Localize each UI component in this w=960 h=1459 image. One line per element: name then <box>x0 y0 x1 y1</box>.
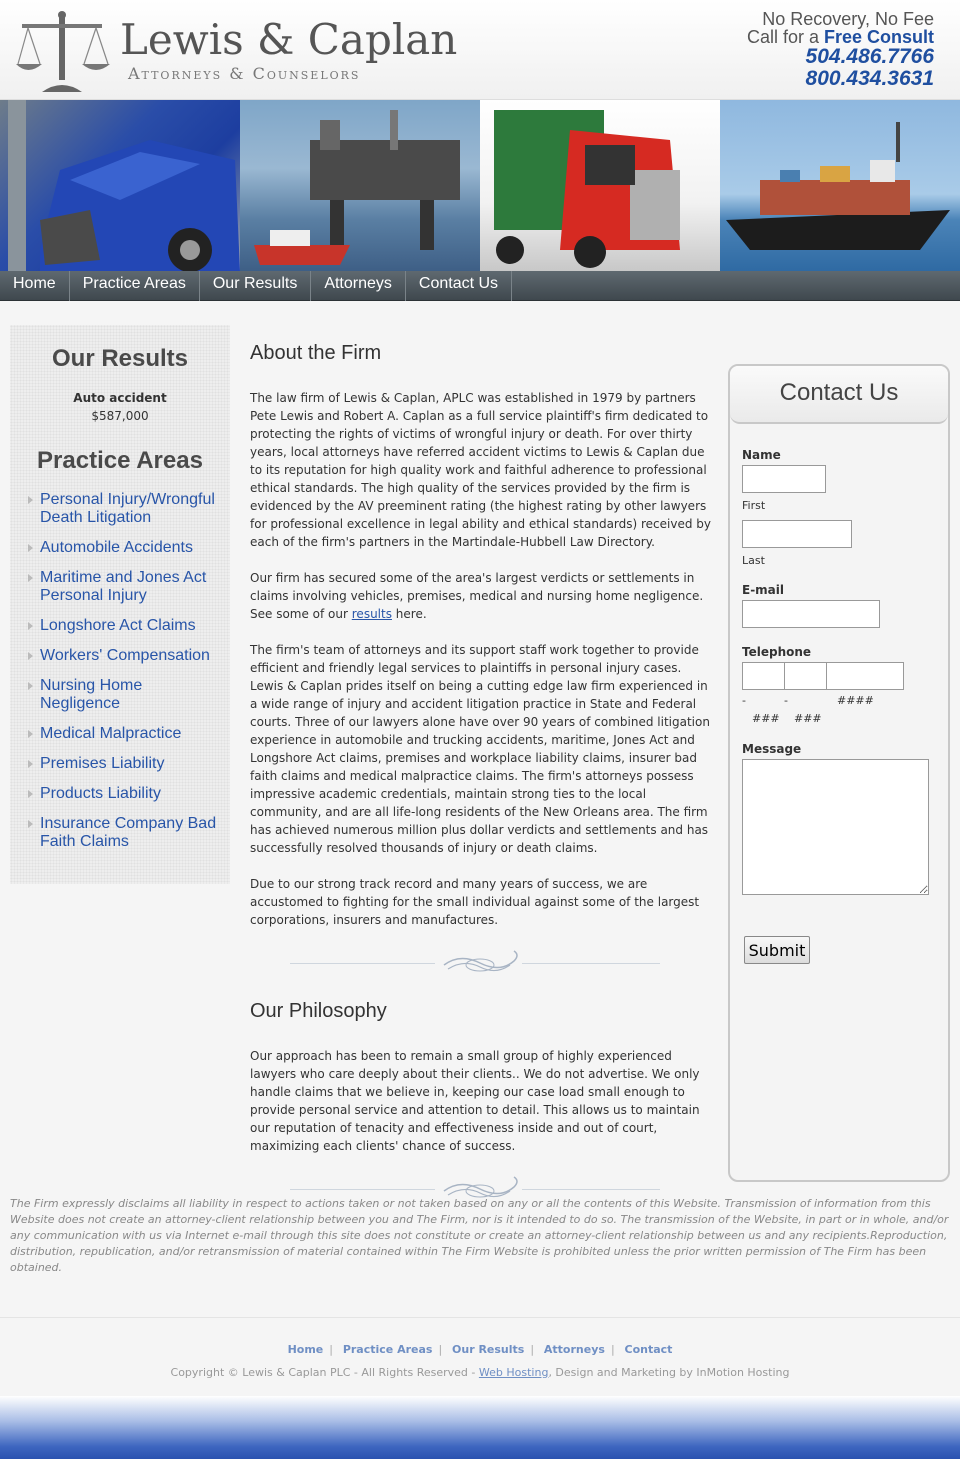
tagline-consult <box>747 28 934 46</box>
ship-icon <box>720 100 960 271</box>
list-item <box>26 725 226 743</box>
copyright <box>0 1366 960 1379</box>
main-nav <box>0 271 960 301</box>
about-paragraph-3: The firm's team of attorneys and its support staff work together to provide efficient and friendly legal services to plaintiffs in personal injury cases. Lewis & Caplan prides itself on being a cutting edge law firm experienced in a wide range of injury and accident litigation practice in State and Federal courts. Three of our lawyers alone have over 90 years of combined litigation experience in automobile and trucking accidents, maritime, Jones Act and Longshore Act claims, premises and workplace liability claims, insurer bad faith claims and medical malpractice claims. The firm's attorneys possess impressive academic credentials, maintain strong ties to the local community, and are all life-long residents of the New Orleans area. The firm has achieved numerous million plus dollar verdicts and settlements and has successfully resolved thousands of injury or death claims. <box>250 643 710 855</box>
message-textarea[interactable] <box>742 759 929 895</box>
phone-line-input[interactable] <box>826 662 904 690</box>
list-item <box>26 569 226 605</box>
triangle-right-icon <box>28 544 33 552</box>
phone-line-hint: #### <box>837 694 874 707</box>
banner-truck-image <box>480 100 720 271</box>
phone-tollfree[interactable]: 800.434.3631 <box>805 67 934 90</box>
telephone-label: Telephone <box>742 645 812 659</box>
message-label: Message <box>742 742 802 756</box>
phone-prefix-hint: ### <box>794 712 822 725</box>
result-amount: $587,000 <box>91 409 149 423</box>
truck-icon <box>480 100 720 271</box>
phone-area-hint: ### <box>752 712 780 725</box>
site-header <box>0 0 960 100</box>
practice-link-workers-comp[interactable]: Workers' Compensation <box>40 647 210 664</box>
email-label: E-mail <box>742 583 785 597</box>
phone-separator: - <box>784 694 788 707</box>
section-divider <box>290 947 660 981</box>
copyright-prefix: Copyright © Lewis & Caplan PLC - All Rights Reserved - <box>170 1366 479 1379</box>
divider-line-left <box>290 1189 435 1190</box>
divider-line-right <box>522 1189 660 1190</box>
results-link[interactable]: results <box>351 607 392 621</box>
practice-link-longshore[interactable]: Longshore Act Claims <box>40 617 196 634</box>
about-heading: About the Firm <box>250 342 382 364</box>
firm-subtitle: Attorneys & Counselors <box>128 64 361 83</box>
divider-line-left <box>290 963 435 964</box>
footer-gradient-bar <box>0 1396 960 1459</box>
nav-contact-us[interactable]: Contact Us <box>406 271 512 301</box>
result-case[interactable]: Auto accident <box>73 391 167 405</box>
practice-areas-heading: Practice Areas <box>37 447 203 474</box>
practice-link-premises[interactable]: Premises Liability <box>40 755 165 772</box>
divider-line-right <box>522 963 660 964</box>
philosophy-heading: Our Philosophy <box>250 1000 387 1022</box>
submit-button[interactable]: Submit <box>744 936 810 964</box>
triangle-right-icon <box>28 760 33 768</box>
list-item <box>26 647 226 665</box>
contact-form <box>728 364 950 1182</box>
left-sidebar <box>10 325 230 884</box>
list-item <box>26 539 226 557</box>
triangle-right-icon <box>28 574 33 582</box>
footer-link-contact[interactable]: Contact <box>624 1343 673 1356</box>
footer-separator: | <box>329 1343 333 1356</box>
practice-link-products[interactable]: Products Liability <box>40 785 161 802</box>
practice-areas-list <box>26 491 226 863</box>
tagline-consult-emphasis: Free Consult <box>823 27 934 47</box>
last-name-input[interactable] <box>742 520 852 548</box>
about-paragraph-2 <box>250 569 712 623</box>
banner-oil-rig-image <box>240 100 480 271</box>
results-heading: Our Results <box>51 345 189 372</box>
practice-link-personal-injury[interactable]: Personal Injury/Wrongful Death Litigation <box>40 491 215 526</box>
nav-attorneys[interactable]: Attorneys <box>311 271 406 301</box>
triangle-right-icon <box>28 730 33 738</box>
footer-divider <box>0 1317 960 1318</box>
tagline-no-fee: No Recovery, No Fee <box>762 9 934 29</box>
list-item <box>26 785 226 803</box>
practice-link-medical-malpractice[interactable]: Medical Malpractice <box>40 725 182 742</box>
tagline <box>747 10 934 90</box>
scales-of-justice-icon[interactable] <box>14 10 110 94</box>
triangle-right-icon <box>28 652 33 660</box>
about-p2-prefix: Our firm has secured some of the area's largest verdicts or settlements in claims involving vehicles, premises, medical and nursing home negligence. See some of our <box>250 571 704 621</box>
list-item <box>26 815 226 851</box>
first-name-input[interactable] <box>742 465 826 493</box>
copyright-suffix: , Design and Marketing by InMotion Hosting <box>548 1366 790 1379</box>
footer-separator: | <box>610 1343 615 1356</box>
email-input[interactable] <box>742 600 880 628</box>
triangle-right-icon <box>28 820 33 828</box>
phone-prefix-input[interactable] <box>784 662 827 690</box>
web-hosting-link[interactable]: Web Hosting <box>478 1366 549 1379</box>
tagline-consult-prefix: Call for a <box>746 27 824 47</box>
practice-link-automobile[interactable]: Automobile Accidents <box>40 539 193 556</box>
footer-link-practice-areas[interactable]: Practice Areas <box>342 1343 433 1356</box>
firm-name[interactable]: Lewis & Caplan <box>120 15 458 64</box>
nav-practice-areas[interactable]: Practice Areas <box>70 271 200 301</box>
phone-separator: - <box>742 694 746 707</box>
triangle-right-icon <box>28 622 33 630</box>
nav-our-results[interactable]: Our Results <box>200 271 311 301</box>
about-p2-suffix: here. <box>391 607 427 621</box>
banner <box>0 100 960 271</box>
list-item <box>26 677 226 713</box>
name-label: Name <box>742 448 781 462</box>
footer-separator: | <box>438 1343 443 1356</box>
practice-link-bad-faith[interactable]: Insurance Company Bad Faith Claims <box>40 815 217 850</box>
contact-heading: Contact Us <box>730 366 948 424</box>
practice-link-nursing-home[interactable]: Nursing Home Negligence <box>40 677 143 712</box>
footer-link-home[interactable]: Home <box>287 1343 324 1356</box>
footer-link-attorneys[interactable]: Attorneys <box>543 1343 605 1356</box>
banner-car-crash-image <box>0 100 240 271</box>
triangle-right-icon <box>28 682 33 690</box>
main-content <box>250 341 712 1225</box>
flourish-icon <box>440 947 520 977</box>
first-name-hint: First <box>742 499 766 512</box>
footer-link-our-results[interactable]: Our Results <box>452 1343 525 1356</box>
banner-cargo-ship-image <box>720 100 960 271</box>
triangle-right-icon <box>28 496 33 504</box>
practice-link-maritime[interactable]: Maritime and Jones Act Personal Injury <box>40 569 207 604</box>
nav-home[interactable]: Home <box>0 271 70 301</box>
list-item <box>26 491 226 527</box>
car-icon <box>0 100 240 271</box>
about-paragraph-4: Due to our strong track record and many years of success, we are accustomed to fighting for the small individual against some of the largest corporations, insurers and manufactures. <box>250 877 700 927</box>
phone-local[interactable]: 504.486.7766 <box>805 45 934 68</box>
footer-nav <box>0 1343 960 1356</box>
phone-area-input[interactable] <box>742 662 785 690</box>
oil-rig-icon <box>240 100 480 271</box>
list-item <box>26 617 226 635</box>
footer-separator: | <box>530 1343 535 1356</box>
last-name-hint: Last <box>742 554 765 567</box>
triangle-right-icon <box>28 790 33 798</box>
legal-disclaimer: The Firm expressly disclaims all liability in respect to actions taken or not taken based on any or all the contents of this Website. Transmission of information from this Website does not create an attorney-client relationship between you and The Firm, nor is it intended to do so. The transmission of the Website, in part or in whole, and/or any communication with us via Internet e-mail through this site does not constitute or create an attorney-client relationship between us and any recipients.Reproduction, distribution, republication, and/or retransmission of material contained within The Firm Website is prohibited unless the prior written permission of The Firm has been obtained. <box>10 1197 949 1274</box>
list-item <box>26 755 226 773</box>
about-paragraph-1: The law firm of Lewis & Caplan, APLC was established in 1979 by partners Pete Lewis and Robert A. Caplan as a full service plaintiff's firm dedicated to protecting the rights of victims of wrongful injury or death. For over thirty years, local attorneys have referred accident victims to Lewis & Caplan due to its reputation for high quality work and faithful adherence to professional ethical standards. The high quality of the services provided by the firm is evidenced by the AV preeminent rating (the highest rating by other lawyers for professional excellence in legal ability and ethical standards) received by each of the firm's partners in the Martindale-Hubbell Law Directory. <box>250 391 712 549</box>
philosophy-paragraph: Our approach has been to remain a small group of highly experienced lawyers who care deeply about their clients.. We do not advertise. We only handle claims that we believe in, keeping our case load small enough to provide personal service and attention to detail. This allows us to maintain our reputation of tenacity and effectiveness inside and out of court, maximizing each clients' chance of success. <box>250 1049 700 1153</box>
